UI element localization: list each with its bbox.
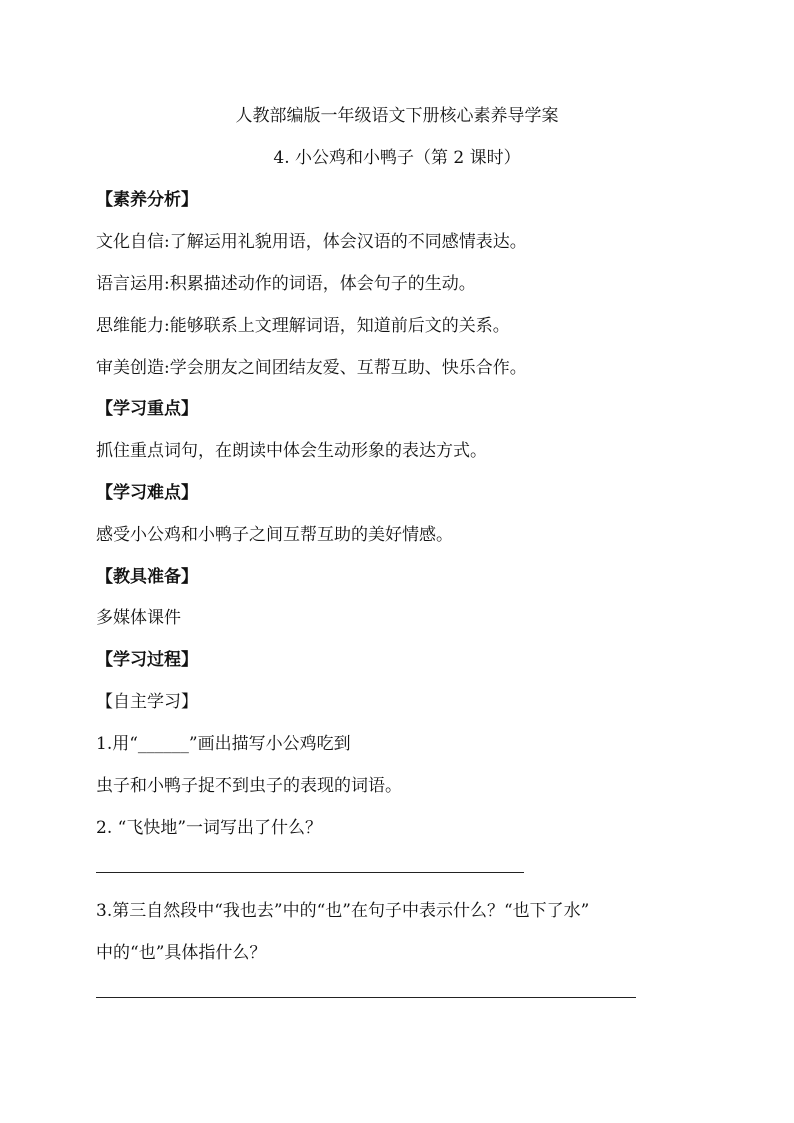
self-study-heading: 【自主学习】 — [96, 692, 198, 712]
question-2: 2. “飞快地”一词写出了什么？ — [96, 818, 323, 838]
question-1-line-1: 1.用“______”画出描写小公鸡吃到 — [96, 734, 351, 754]
difficulty-heading: 【学习难点】 — [96, 483, 198, 503]
question-3-line-2: 中的“也”具体指什么？ — [96, 943, 267, 963]
key-points-text: 抓住重点词句，在朗读中体会生动形象的表达方式。 — [96, 441, 487, 461]
question-1-line-2: 虫子和小鸭子捉不到虫子的表现的词语。 — [96, 776, 402, 796]
question-3-line-1: 3.第三自然段中“我也去”中的“也”在句子中表示什么？“也下了水” — [96, 901, 590, 921]
document-title: 人教部编版一年级语文下册核心素养导学案 — [235, 106, 559, 126]
answer-line-q2[interactable] — [96, 872, 524, 873]
difficulty-text: 感受小公鸡和小鸭子之间互帮互助的美好情感。 — [96, 525, 453, 545]
answer-line-q3[interactable] — [96, 997, 636, 998]
key-points-heading: 【学习重点】 — [96, 399, 198, 419]
literacy-item-thinking: 思维能力:能够联系上文理解词语，知道前后文的关系。 — [96, 316, 510, 336]
tools-heading: 【教具准备】 — [96, 567, 198, 587]
lesson-subtitle: 4. 小公鸡和小鸭子（第 2 课时） — [273, 148, 521, 168]
literacy-item-culture: 文化自信:了解运用礼貌用语，体会汉语的不同感情表达。 — [96, 232, 527, 252]
process-heading: 【学习过程】 — [96, 650, 198, 670]
literacy-item-aesthetics: 审美创造:学会朋友之间团结友爱、互帮互助、快乐合作。 — [96, 358, 527, 378]
literacy-item-language: 语言运用:积累描述动作的词语，体会句子的生动。 — [96, 274, 476, 294]
literacy-heading: 【素养分析】 — [96, 190, 198, 210]
tools-text: 多媒体课件 — [96, 608, 181, 628]
